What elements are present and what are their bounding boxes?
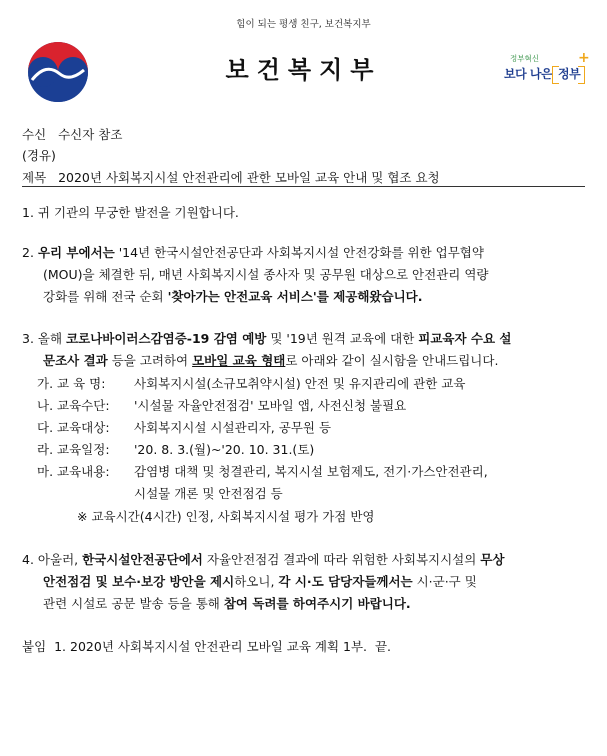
paragraph-4-line-1: 4. 아울러, 한국시설안전공단에서 자율안전점검 결과에 따라 위험한 사회복지시설의 무상 [22,552,505,567]
bracket-right-icon [578,66,585,84]
list-item-value: '시설물 자율안전점검' 모바일 앱, 사전신청 불필요 [134,398,407,413]
gov-logo-main-text: 보다 나은 [504,67,553,81]
attachment-row: 붙임 1. 2020년 사회복지시설 안전관리 모바일 교육 계획 1부. 끝. [22,639,392,654]
list-item-value: '20. 8. 3.(월)~'20. 10. 31.(토) [134,442,315,457]
list-item: 가. 교 육 명: [37,376,106,391]
list-item-value-cont: 시설물 개론 및 안전점검 등 [134,486,283,501]
gov-logo-top-text: 정부혁신 [510,54,539,63]
list-item: 나. 교육수단: [37,398,110,413]
slogan: 힘이 되는 평생 친구, 보건복지부 [236,19,371,30]
paragraph-1: 1. 귀 기관의 무궁한 발전을 기원합니다. [22,205,239,220]
paragraph-3-line-2: 문조사 결과 등을 고려하여 모바일 교육 형태로 아래와 같이 실시함을 안내드립니다. [43,353,499,368]
subject-row: 제목 2020년 사회복지시설 안전관리에 관한 모바일 교육 안내 및 협조 요청 [22,170,440,185]
paragraph-2-line-2: (MOU)을 체결한 뒤, 매년 사회복지시설 종사자 및 공무원 대상으로 안전관리 역량 [43,267,489,282]
list-item-value: 감염병 대책 및 청결관리, 복지시설 보험제도, 전기·가스안전관리, [134,464,488,479]
recipient-row: 수신 수신자 참조 [22,127,123,142]
list-item-value: 사회복지시설(소규모취약시설) 안전 및 유지관리에 관한 교육 [134,376,466,391]
paragraph-3-line-1: 3. 올해 코로나바이러스감염증-19 감염 예방 및 '19년 원격 교육에 대한 피교육자 수요 설 [22,331,512,346]
note: ※ 교육시간(4시간) 인정, 사회복지시설 평가 가점 반영 [77,509,375,524]
paragraph-2-line-3: 강화를 위해 전국 순회 '찾아가는 안전교육 서비스'를 제공해왔습니다. [43,289,423,304]
gov-innovation-logo [502,52,588,92]
paragraph-2-line-1: 2. 우리 부에서는 '14년 한국시설안전공단과 사회복지시설 안전강화를 위한 업무협약 [22,245,484,260]
paragraph-4-line-2: 안전점검 및 보수·보강 방안을 제시하오니, 각 시·도 담당자들께서는 시·군·구 및 [43,574,477,589]
via-row: (경유) [22,148,56,163]
gov-logo-jungbu-text: 정부 [558,67,581,81]
list-item-value: 사회복지시설 시설관리자, 공무원 등 [134,420,332,435]
plus-icon: + [578,50,590,66]
divider [22,186,585,187]
list-item: 다. 교육대상: [37,420,110,435]
document-title: 보건복지부 [225,56,382,84]
list-item: 마. 교육내용: [37,464,110,479]
paragraph-4-line-3: 관련 시설로 공문 발송 등을 통해 참여 독려를 하여주시기 바랍니다. [43,596,411,611]
list-item: 라. 교육일정: [37,442,110,457]
